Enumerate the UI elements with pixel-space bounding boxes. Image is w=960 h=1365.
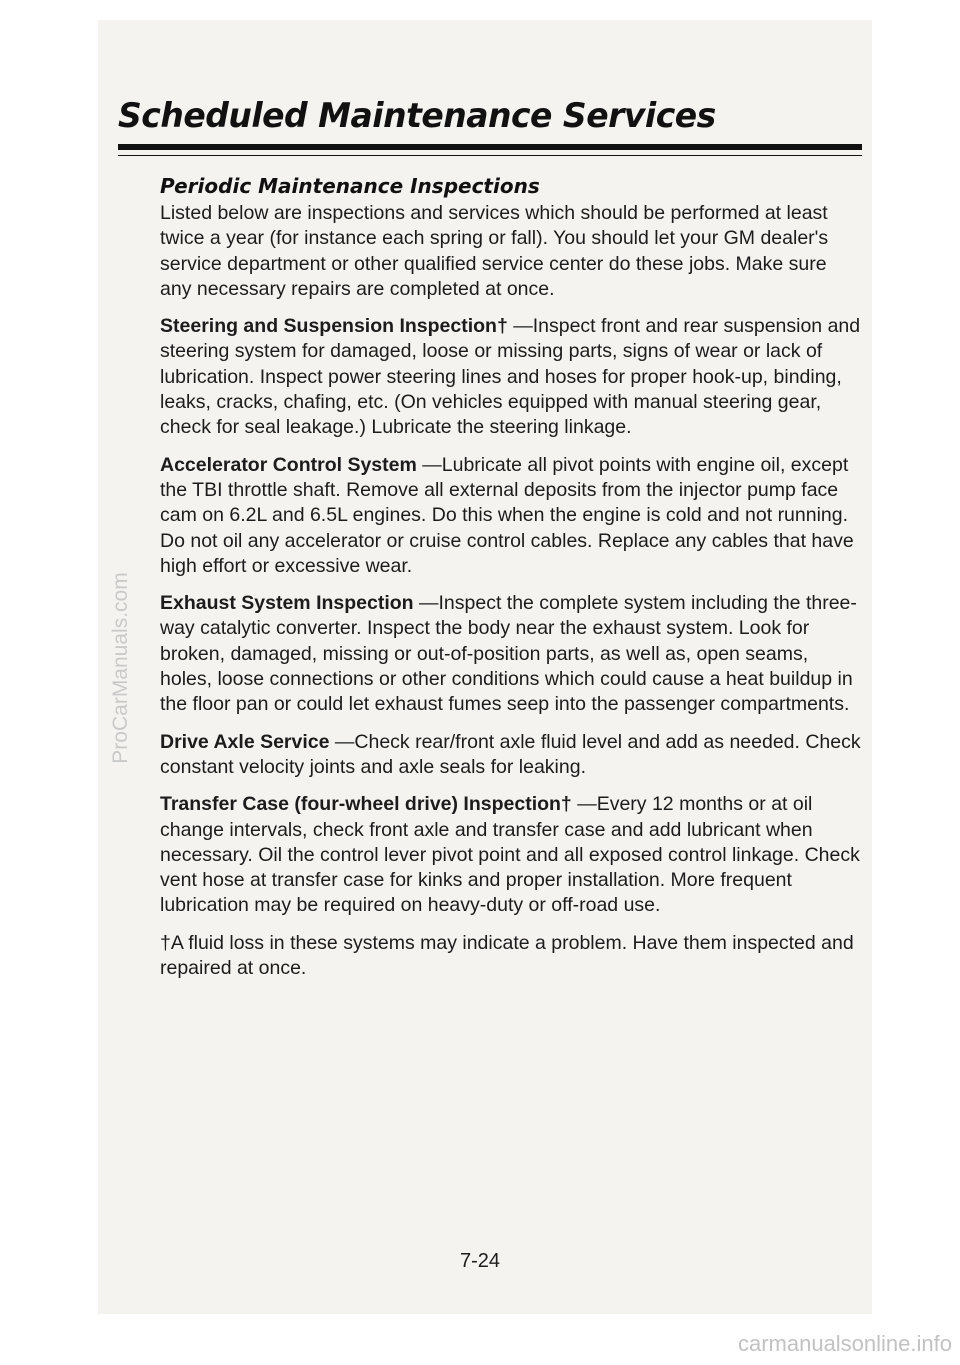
item-drive-axle: [160, 730, 862, 781]
item-heading: Transfer Case (four-wheel drive) Inspection†: [160, 793, 572, 816]
item-steering-suspension: [160, 314, 862, 440]
item-text: —Inspect the complete system including the three-way catalytic converter. Inspect the body near the exhaust system. Look for broken, damaged, missing or out-of-position parts, as well as, open seams, holes, loose connections or other conditions which could cause a heat buildup in the floor pan or could let exhaust fumes seep into the passenger compartments.: [160, 592, 857, 716]
section-title: Periodic Maintenance Inspections: [160, 174, 540, 198]
footnote: †A fluid loss in these systems may indicate a problem. Have them inspected and repaired at once.: [160, 931, 854, 980]
watermark-bottom: carmanualsonline.info: [737, 1331, 952, 1356]
item-heading: Drive Axle Service: [160, 730, 330, 753]
item-text: —Check rear/front axle fluid level and add as needed. Check constant velocity joints and axle seals for leaking.: [160, 730, 861, 778]
item-heading: Accelerator Control System: [160, 453, 417, 476]
item-transfer-case: [160, 792, 862, 918]
item-text: —Inspect front and rear suspension and steering system for damaged, loose or missing parts, signs of wear or lack of lubrication. Inspect power steering lines and hoses for proper hook-up, binding, leaks, cracks, chafing, etc. (On vehicles equipped with manual steering gear, check for seal leakage.) Lubricate the steering linkage.: [160, 315, 861, 439]
intro-paragraph: Listed below are inspections and services which should be performed at least twice a year (for instance each spring or fall). You should let your GM dealer's service department or other qualified service center do these jobs. Make sure any necessary repairs are completed at once.: [160, 202, 829, 300]
title-rule-thin: [118, 155, 862, 156]
page-title: Scheduled Maintenance Services: [118, 96, 716, 136]
item-text: —Every 12 months or at oil change intervals, check front axle and transfer case and add lubricant when necessary. Oil the control lever pivot point and all exposed control linkage. Check vent hose at transfer case for kinks and proper installation. More frequent lubrication may be required on heavy-duty or off-road use.: [160, 793, 860, 917]
item-accelerator-control: [160, 453, 862, 579]
page-content: [160, 201, 862, 993]
title-rule-thick: [118, 144, 862, 150]
watermark-side: ProCarManuals.com: [109, 572, 132, 764]
item-heading: Steering and Suspension Inspection†: [160, 315, 508, 338]
item-exhaust-system: [160, 591, 862, 717]
page-number: 7-24: [459, 1250, 501, 1272]
item-text: —Lubricate all pivot points with engine oil, except the TBI throttle shaft. Remove all external deposits from the injector pump face cam on 6.2L and 6.5L engines. Do this when the engine is cold and not running. Do not oil any accelerator or cruise control cables. Replace any cables that have high effort or excessive wear.: [160, 453, 854, 577]
item-heading: Exhaust System Inspection: [160, 592, 414, 615]
